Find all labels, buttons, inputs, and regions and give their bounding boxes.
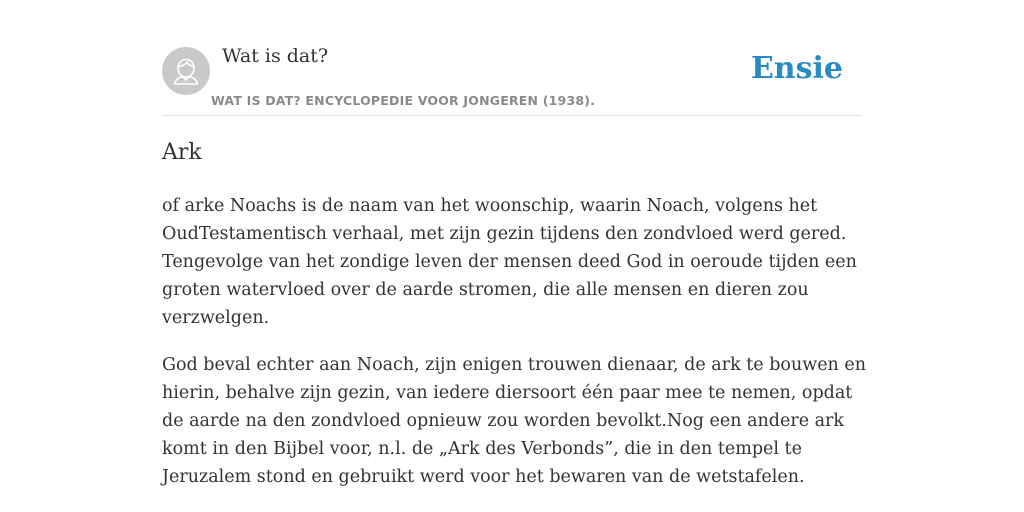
source-title[interactable]: Wat is dat?: [222, 45, 329, 67]
source-avatar[interactable]: [162, 47, 210, 95]
user-icon: [162, 47, 210, 95]
article-title: Ark: [162, 140, 202, 165]
brand-logo[interactable]: Ensie: [750, 51, 843, 86]
article-paragraph: God beval echter aan Noach, zijn enigen trouwen dienaar, de ark te bouwen en hierin, behalve zijn gezin, van iedere diersoort één paar mee te nemen, opdat de aarde na den zondvloed opnieuw zou worden bevolkt.Nog een andere ark komt in den Bijbel voor, n.l. de „Ark des Verbonds”, die in den tempel te Jeruzalem stond en gebruikt werd voor het bewaren van de wetstafelen.: [162, 355, 867, 487]
source-header: [162, 0, 862, 116]
source-subtitle: WAT IS DAT? ENCYCLOPEDIE VOOR JONGEREN (1938).: [211, 93, 596, 108]
page: [162, 0, 867, 512]
article-paragraph: of arke Noachs is de naam van het woonschip, waarin Noach, volgens het OudTestamentisch verhaal, met zijn gezin tijdens den zondvloed werd gered. Tengevolge van het zondige leven der mensen deed God in oeroude tijden een groten watervloed over de aarde stromen, die alle mensen en dieren zou verzwelgen.: [162, 196, 857, 328]
